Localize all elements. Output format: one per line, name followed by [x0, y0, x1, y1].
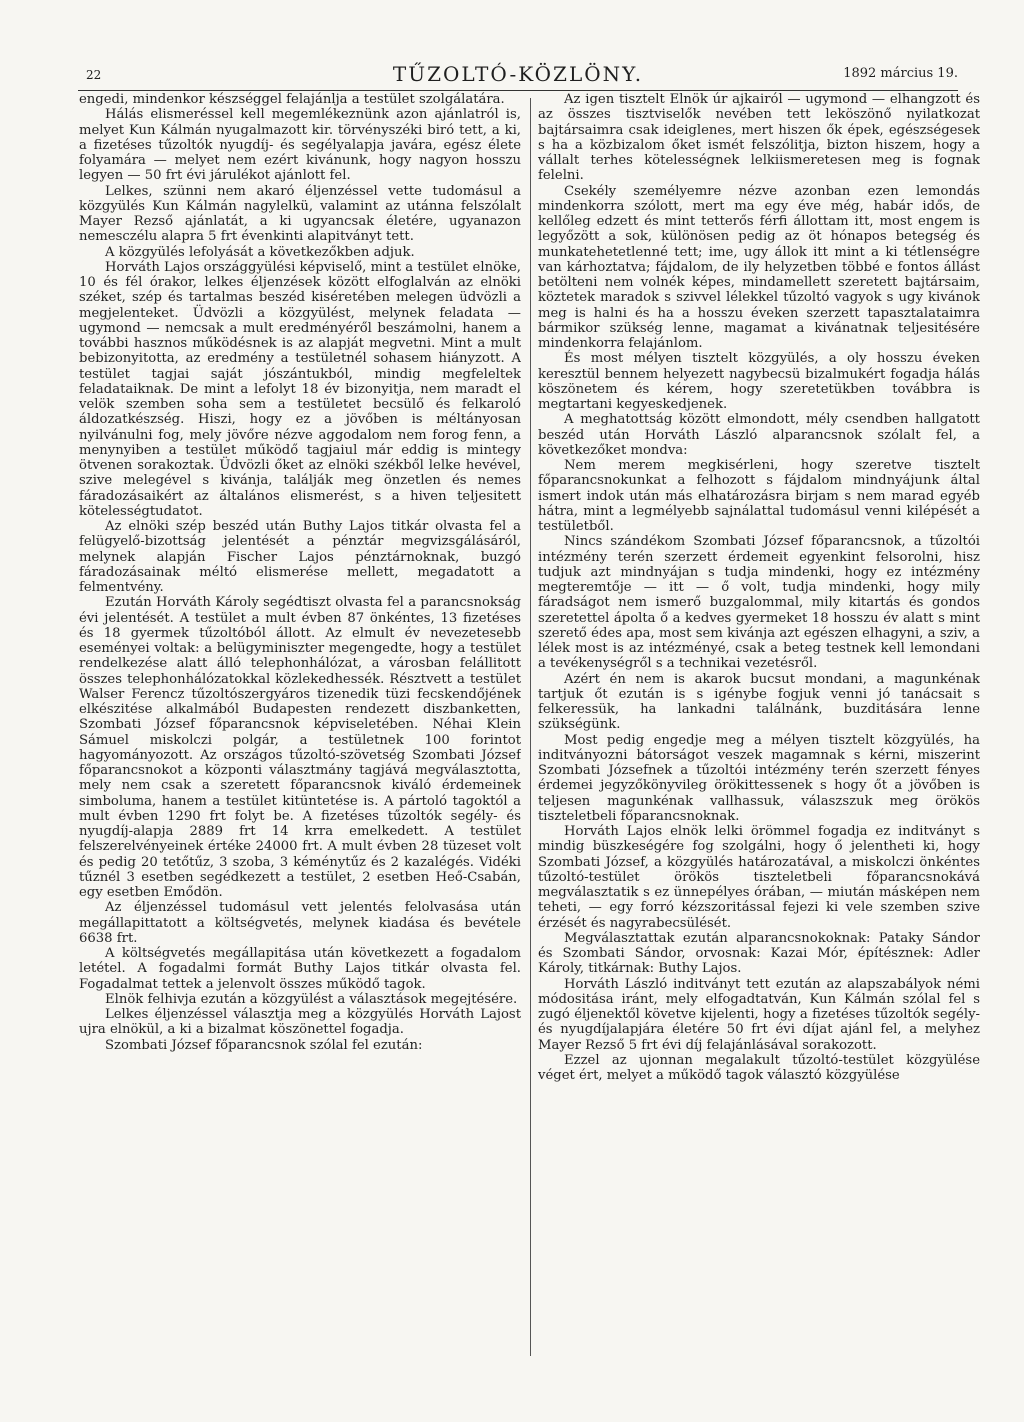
- paragraph: A költségvetés megállapitása után következett a fogadalom letétel. A fogadalmi formát Buthy Lajos titkár olvasta fel. Fogadalmat tettek a jelenvolt összes működő tagok.: [79, 946, 521, 992]
- paragraph: Csekély személyemre nézve azonban ezen lemondás mindenkorra szólott, mert ma egy éve még, habár idős, de kellőleg edzett és mint tetterős férfi állottam itt, most engem is legyőzött a sok, különösen pedig az öt hónapos betegség és munkatehetetlenné tett; ime, ugy állok itt mint a ki tétlenségre van kárhoztatva; fájdalom, de ily helyzetben többé e fontos állást betölteni nem volnék képes, mindamellett szeretett bajtársaim, köztetek maradok s szivvel lélekkel tűzoltó vagyok s ugy kivánok meg is halni és ha a hosszu éveken szerzett tapasztalataimra bármikor szükség lenne, magamat a kivánatnak teljesitésére mindenkorra felajánlom.: [538, 183, 980, 351]
- paragraph: Szombati József főparancsnok szólal fel ezután:: [105, 1037, 423, 1053]
- paragraph: Horváth László inditványt tett ezután az alapszabályok némi módositása iránt, mely elfogadtatván, Kun Kálmán szólal fel s zugó éljenektől követve kijelenti, hogy a fizetéses tűzoltók segély- és nyugdíjalapjára életére 50 frt évi díjat ajánl fel, a melyhez Mayer Rezső 5 frt évi díj felajánlásával sorakozott.: [538, 976, 980, 1053]
- paragraph: Most pedig engedje meg a mélyen tisztelt közgyülés, ha inditványozni bátorságot veszek magamnak s kérni, miszerint Szombati Józsefnek a tűzoltói intézmény terén szerzett fényes érdemei jegyzőkönyvileg örökittessenek s hogy őt a jövőben is teljesen magunkénak vallhassuk, válaszszuk meg örökös tiszteletbeli főparancsnoknak.: [538, 732, 980, 824]
- paragraph: És most mélyen tisztelt közgyülés, a oly hosszu éveken keresztül bennem helyezett nagybecsü bizalmukért fogadja hálás köszönetem és kérem, hogy szeretetükben továbbra is megtartani kegyeskedjenek.: [538, 351, 980, 412]
- paragraph: A meghatottság között elmondott, mély csendben hallgatott beszéd után Horváth László alparancsnok szólalt fel, a következőket mondva:: [538, 412, 980, 458]
- paragraph: engedi, mindenkor készséggel felajánlja a testület szolgálatára.: [79, 92, 505, 107]
- page-number: 22: [86, 68, 102, 82]
- paragraph: Ezzel az ujonnan megalakult tűzoltó-testület közgyülése véget ért, melyet a működő tagok választó közgyülése: [538, 1052, 980, 1083]
- paragraph: Az igen tisztelt Elnök úr ajkairól — ugymond — elhangzott és az összes tisztviselők nevében tett leköszönő nyilatkozat bajtársaimra csak ideiglenes, mert hiszen ők épek, egészségesek s ha a közbizalom őket ismét felszólitja, bizton hiszem, hogy a vállalt terhes kötelességnek lelkiismeretesen meg is fognak felelni.: [538, 92, 980, 184]
- paragraph: Megválasztattak ezután alparancsnokoknak: Pataky Sándor és Szombati Sándor, orvosnak: Kazai Mór, építésznek: Adler Károly, titkárnak: Buthy Lajos.: [538, 930, 980, 977]
- paragraph: Azért én nem is akarok bucsut mondani, a magunkénak tartjuk őt ezután is s igénybe fogjuk venni jó tanácsait s felkeressük, ha lankadni találnánk, buzditására lenne szükségünk.: [538, 671, 980, 733]
- paragraph: Az elnöki szép beszéd után Buthy Lajos titkár olvasta fel a felügyelő-bizottság jelentését a pénztár megvizsgálásáról, melynek alapján Fischer Lajos pénztárnoknak, buzgó fáradozásainak méltó elismerése mellett, megadatott a felmentvény.: [79, 519, 521, 595]
- paragraph: Ezután Horváth Károly segédtiszt olvasta fel a parancsnokság évi jelentését. A testület a mult évben 87 önkéntes, 13 fizetéses és 18 gyermek tűzoltóból állott. Az elmult év nevezetesebb eseményei voltak: a belügyminiszter megengedte, hogy a testület rendelkezése alatt álló telephonhálózat, a városban felállitott összes telephonhálózatokkal közlekedhessék. Résztvett a testület Walser Ferencz tűzoltószergyáros tizenedik tüzi fecskendőjének elkészitése alkalmából Budapesten rendezett diszbanketten, Szombati József főparancsnok képviseletében. Néhai Klein Sámuel miskolczi polgár, a testületnek 100 forintot hagyományozott. Az országos tűzoltó-szövetség Szombati József főparancsnokot a központi választmány tagjává megválasztotta, mely nem csak a szeretett főparancsnok kiváló érdemeinek simboluma, hanem a testület kitüntetése is. A pártoló tagoktól a mult évben 1290 frt folyt be. A fizetéses tűzoltók segély- és nyugdíj-alapja 2889 frt 14 krra emelkedett. A testület felszerelvényeinek értéke 24000 frt. A mult évben 28 tüzeset volt és pedig 20 tetőtűz, 3 szoba, 3 kéménytűz és 2 kazalégés. Vidéki tűznél 3 esetben segédkezett a testület, 2 esetben Heő-Csabán, egy esetben Emődön.: [79, 595, 521, 900]
- paragraph: Nincs szándékom Szombati József főparancsnok, a tűzoltói intézmény terén szerzett érdemeit egyenkint felsorolni, hisz tudjuk azt mindnyájan s tudja mindenki, hogy ez intézmény megteremtője — itt — ő volt, tudja mindenki, hogy mily fáradságot nem ismerő buzgalommal, mily kitartás és gondos szeretettel ápolta ő a kedves gyermeket 18 hosszu év alatt s mint szerető édes apa, most sem kivánja azt egészen elhagyni, a sziv, a lélek most is az intézményé, csak a beteg testnek kell lemondani a tevékenységről s a technikai vezetésről.: [538, 534, 980, 672]
- paragraph: Az éljenzéssel tudomásul vett jelentés felolvasása után megállapittatott a költségvetés, melynek kiadása és bevétele 6638 frt.: [79, 900, 521, 946]
- left-column: [79, 92, 521, 1382]
- page-header: [78, 56, 958, 91]
- issue-date: 1892 március 19.: [843, 66, 958, 81]
- paragraph: Hálás elismeréssel kell megemlékeznünk azon ajánlatról is, melyet Kun Kálmán nyugalmazott kir. törvényszéki biró tett, a ki, a fizetéses tűzoltók nyugdíj- és segélyalapja javára, egész élete folyamára — melyet nem ezért kivánunk, hogy nagyon hosszu legyen — 50 frt évi járulékot ajánlott fel.: [79, 107, 521, 184]
- column-divider: [530, 98, 531, 1356]
- right-column: [538, 92, 980, 1354]
- paragraph: Horváth Lajos országgyülési képviselő, mint a testület elnöke, 10 és fél órakor, lelkes éljenzések között elfoglalván az elnöki széket, szép és tartalmas beszéd kiséretében melegen üdvözli a megjelenteket. Üdvözli a közgyülést, melynek feladata — ugymond — nemcsak a mult eredményéről beszámolni, hanem a további hasznos működésnek is az alapját megvetni. Mint a mult bebizonyitotta, az eredmény a testületnél sohasem hiányzott. A testület tagjai saját jószántukból, mindig megfeleltek feladataiknak. De mint a lefolyt 18 év bizonyitja, nem maradt el velök szemben soha sem a testületet becsülő és felkaroló áldozatkészség. Hiszi, hogy ez a jövőben is méltányosan nyilvánulni fog, mely jövőre nézve aggodalom nem forog fenn, a menynyiben a testület működő tagjaiul már eddig is mintegy ötvenen sorakoztak. Üdvözli őket az elnöki székből lelke hevével, szive melegével s kivánja, találják meg önzetlen és nemes fáradozásaikért az általános elismerést, s a hiven teljesitett kötelességtudatot.: [79, 259, 521, 519]
- newspaper-title: TŰZOLTÓ-KÖZLÖNY.: [392, 62, 644, 86]
- paragraph: Lelkes éljenzéssel választja meg a közgyülés Horváth Lajost ujra elnökül, a ki a bizalmat köszönettel fogadja.: [79, 1007, 521, 1038]
- paragraph: Elnök felhivja ezután a közgyülést a választások megejtésére.: [105, 991, 518, 1007]
- paragraph: Nem merem megkisérleni, hogy szeretve tisztelt főparancsnokunkat a felhozott s fájdalom mindnyájunk által ismert indok után más elhatározásra birjam s nem marad egyéb hátra, mint a legmélyebb sajnálattal tudomásul venni kilépését a testületből.: [538, 458, 980, 534]
- paragraph: Lelkes, szünni nem akaró éljenzéssel vette tudomásul a közgyülés Kun Kálmán nagylelkü, valamint az utánna felszólalt Mayer Rezső ajánlatát, a ki ugyancsak életére, ugyanazon nemesczélu alapra 5 frt évenkinti alapitványt tett.: [79, 183, 521, 245]
- paragraph: Horváth Lajos elnök lelki örömmel fogadja ez inditványt s mindig büszkeségére fog szolgálni, hogy ő jelentheti ki, hogy Szombati József, a közgyülés határozatával, a miskolczi önkéntes tűzoltó-testület örökös tiszteletbeli főparancsnokává megválasztatik s ez ünnepélyes órában, — miután másképen nem teheti, — egy forró kézszoritással fejezi ki vele szemben szive érzését és nagyrabecsülését.: [538, 824, 980, 931]
- paragraph: A közgyülés lefolyását a következőkben adjuk.: [105, 244, 415, 260]
